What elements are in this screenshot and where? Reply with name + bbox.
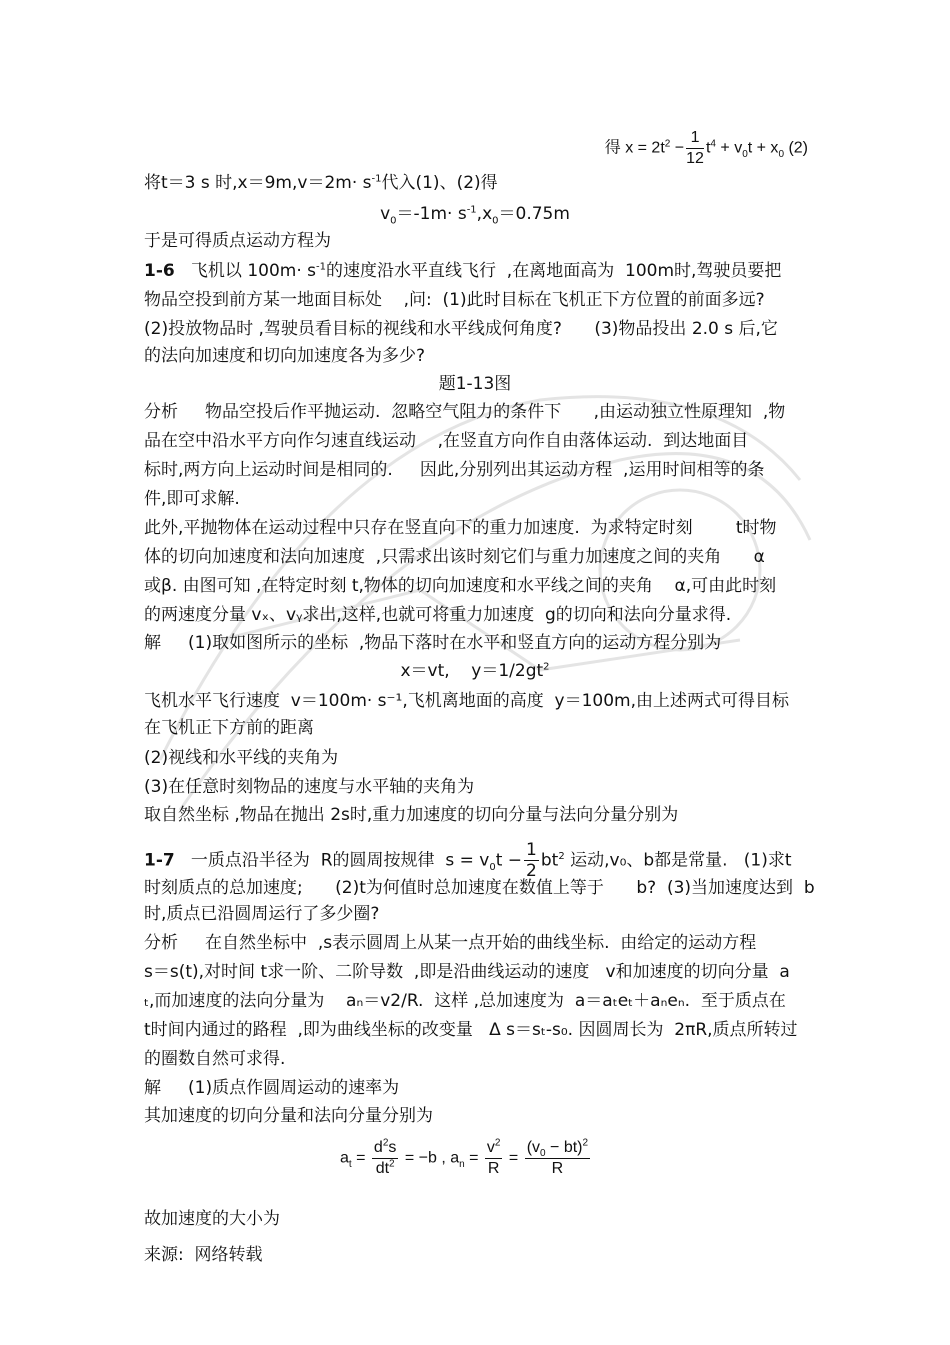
analysis-line: 分析 物品空投后作平抛运动. 忽略空气阻力的条件下 ,由运动独立性原理知 ,物 xyxy=(144,402,786,422)
text-line: 将t＝3 s 时$,x=9m,v=2m\cdot s^{-1}$代入(1)、(2)得 xyxy=(144,173,498,193)
solution-line: (3)在任意时刻物品的速度与水平轴的夹角为 xyxy=(144,777,475,797)
problem-1-6-line4: 的法向加速度和切向加速度各为多少? xyxy=(144,346,426,366)
equation-xy: x＝vt, $y=1/2gt^2$ xyxy=(400,661,550,681)
problem-1-6-line2: 物品空投到前方某一地面目标处 ,问: (1)此时目标在飞机正下方位置的前面多远? xyxy=(144,290,765,310)
analysis-line: ₜ,而加速度的法向分量为 aₙ＝v2/R. 这样 ,总加速度为 a＝aₜeₜ＋aₙeₙ. 至于质点在 xyxy=(144,991,786,1011)
analysis-line: 此外,平抛物体在运动过程中只存在竖直向下的重力加速度. 为求特定时刻 t时物 xyxy=(144,518,777,538)
equation-v0: $v_0=-1m\cdot s^{-1},x_0=0.75m$ xyxy=(380,204,570,227)
solution-line: 取自然坐标 ,物品在抛出 2s时,重力加速度的切向分量与法向分量分别为 xyxy=(144,805,679,825)
text-line: 故加速度的大小为 xyxy=(144,1209,280,1229)
problem-1-7-line2: 时刻质点的总加速度; (2)t为何值时总加速度在数值上等于 b? (3)当加速度达到 b xyxy=(144,878,815,898)
analysis-line: 或β. 由图可知 ,在特定时刻 t,物体的切向加速度和水平线之间的夹角 α,可由此时刻 xyxy=(144,576,777,596)
analysis-line: 体的切向加速度和法向加速度 ,只需求出该时刻它们与重力加速度之间的夹角 α xyxy=(144,547,765,567)
text-line: 于是可得质点运动方程为 xyxy=(144,231,331,251)
figure-caption: 题1-13图 xyxy=(438,374,512,394)
analysis-line: 的两速度分量 vₓ、vᵧ求出,这样,也就可将重力加速度 g的切向和法向分量求得. xyxy=(144,605,732,625)
fraction: $\frac{1}{2}$ xyxy=(526,840,537,881)
solution-line: 飞机水平飞行速度 v＝100m· s⁻¹,飞机离地面的高度 y＝100m,由上述两式可得目标 xyxy=(144,691,790,711)
equation-2: 得 $x = 2t^2$ − $\frac{1}{12}$ $t^4 + v_0t + x_0$ (2) xyxy=(604,129,808,167)
analysis-line: t时间内通过的路程 ,即为曲线坐标的改变量 Δ s＝sₜ-s₀. 因圆周长为 2πR,质点所转过 xyxy=(144,1020,798,1040)
analysis-line: s＝s(t),对时间 t求一阶、二阶导数 ,即是沿曲线运动的速度 v和加速度的切向分量 a xyxy=(144,962,790,982)
problem-1-6-line1: 1-6 飞机以 $100m\cdot s^{-1}$的速度沿水平直线飞行 ,在离地面高为 100m时,驾驶员要把 xyxy=(144,261,782,281)
equation-acceleration: $a_t$ = $\frac{d^2s}{dt^2}$ = −b , $a_n$ = $\frac{v^2}{R}$ = $\frac{(v_0 - bt)^2}{R}$ xyxy=(340,1137,589,1177)
solution-line: (2)视线和水平线的夹角为 xyxy=(144,748,339,768)
problem-1-7-line3: 时,质点已沿圆周运行了多少圈? xyxy=(144,904,380,924)
analysis-line: 的圈数自然可求得. xyxy=(144,1049,286,1069)
fraction: $\frac{1}{12}$ xyxy=(686,129,704,167)
analysis-line: 标时,两方向上运动时间是相同的. 因此,分别列出其运动方程 ,运用时间相等的条 xyxy=(144,460,765,480)
problem-1-6-line3: (2)投放物品时 ,驾驶员看目标的视线和水平线成何角度? (3)物品投出 2.0 s 后,它 xyxy=(144,319,778,339)
analysis-line: 分析 在自然坐标中 ,s表示圆周上从某一点开始的曲线坐标. 由给定的运动方程 xyxy=(144,933,757,953)
analysis-line: 品在空中沿水平方向作匀速直线运动 ,在竖直方向作自由落体运动. 到达地面目 xyxy=(144,431,749,451)
solution-line: 解 (1)取如图所示的坐标 ,物品下落时在水平和竖直方向的运动方程分别为 xyxy=(144,633,722,653)
analysis-line: 件,即可求解. xyxy=(144,489,240,509)
source-line: 来源: 网络转载 xyxy=(144,1245,263,1265)
solution-line: 其加速度的切向分量和法向分量分别为 xyxy=(144,1106,433,1126)
solution-line: 在飞机正下方前的距离 xyxy=(144,718,314,738)
solution-line: 解 (1)质点作圆周运动的速率为 xyxy=(144,1078,400,1098)
problem-1-7-line1: 1-7 一质点沿半径为 R的圆周按规律 $s = v_0t$ − $\frac{1}{2}$ $bt^2$ 运动,v₀、b都是常量. (1)求t xyxy=(144,840,792,881)
